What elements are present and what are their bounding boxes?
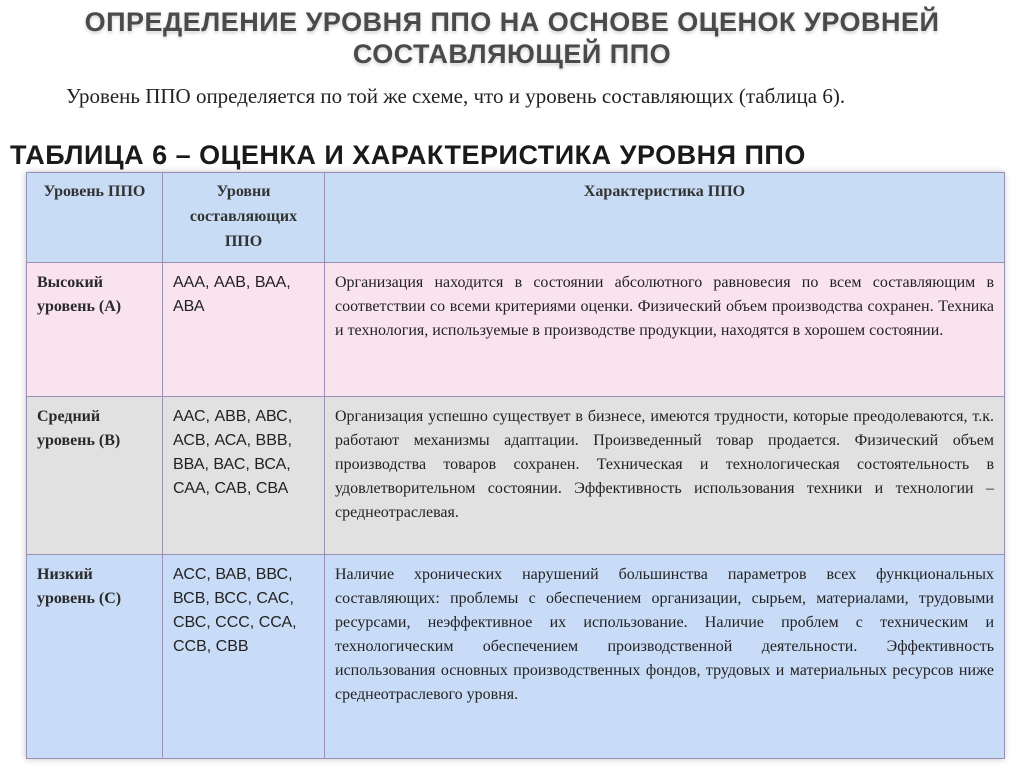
description-cell: Организация находится в состоянии абсолютного равновесия по всем составляющим в соответствии со всеми критериями оценки. Физический объем производства сохранен. Техника и технология, используемые в производстве продукции, находятся в хорошем состоянии. bbox=[325, 263, 1005, 397]
level-cell: Средний уровень (В) bbox=[27, 397, 163, 555]
page-title: ОПРЕДЕЛЕНИЕ УРОВНЯ ППО НА ОСНОВЕ ОЦЕНОК УРОВНЕЙ СОСТАВЛЯЮЩЕЙ ППО bbox=[84, 7, 940, 69]
header-level: Уровень ППО bbox=[27, 173, 163, 263]
table-header-row bbox=[27, 173, 1005, 263]
table-row bbox=[27, 397, 1005, 555]
table-row bbox=[27, 555, 1005, 759]
header-codes: Уровни составляющих ППО bbox=[163, 173, 325, 263]
table-row bbox=[27, 263, 1005, 397]
level-cell: Высокий уровень (А) bbox=[27, 263, 163, 397]
codes-cell: ААА, ААВ, ВАА, АВА bbox=[163, 263, 325, 397]
codes-cell: АСС, ВАВ, ВВС, ВСВ, ВСС, САС, СВС, ССС, ССА, ССВ, СВВ bbox=[163, 555, 325, 759]
codes-cell: ААС, АВВ, АВС, АСВ, АСА, ВВВ, ВВА, ВАС, ВСА, САА, САВ, СВА bbox=[163, 397, 325, 555]
ppo-table-container bbox=[26, 172, 1004, 759]
table-title: ТАБЛИЦА 6 – ОЦЕНКА И ХАРАКТЕРИСТИКА УРОВНЯ ППО bbox=[10, 140, 806, 170]
description-cell: Организация успешно существует в бизнесе, имеются трудности, которые преодолеваются, т.к. работают механизмы адаптации. Произведенный товар продается. Физический объем производства товаров сохранен. Техническая и технологическая состоятельность в удовлетворительном состоянии. Эффективность использования техники и технологии – среднеотраслевая. bbox=[325, 397, 1005, 555]
ppo-level-table bbox=[26, 172, 1005, 759]
description-cell: Наличие хронических нарушений большинства параметров всех функциональных составляющих: проблемы с обеспечением организации, сырьем, материалами, трудовыми ресурсами, неэффективное их использование. Наличие проблем с техническим и технологическим обеспечением производственной деятельности. Эффективность использования основных производственных фондов, трудовых и материальных ресурсов ниже среднеотраслевого уровня. bbox=[325, 555, 1005, 759]
intro-paragraph: Уровень ППО определяется по той же схеме, что и уровень составляющих (таблица 6). bbox=[66, 84, 846, 108]
header-description: Характеристика ППО bbox=[325, 173, 1005, 263]
level-cell: Низкий уровень (С) bbox=[27, 555, 163, 759]
